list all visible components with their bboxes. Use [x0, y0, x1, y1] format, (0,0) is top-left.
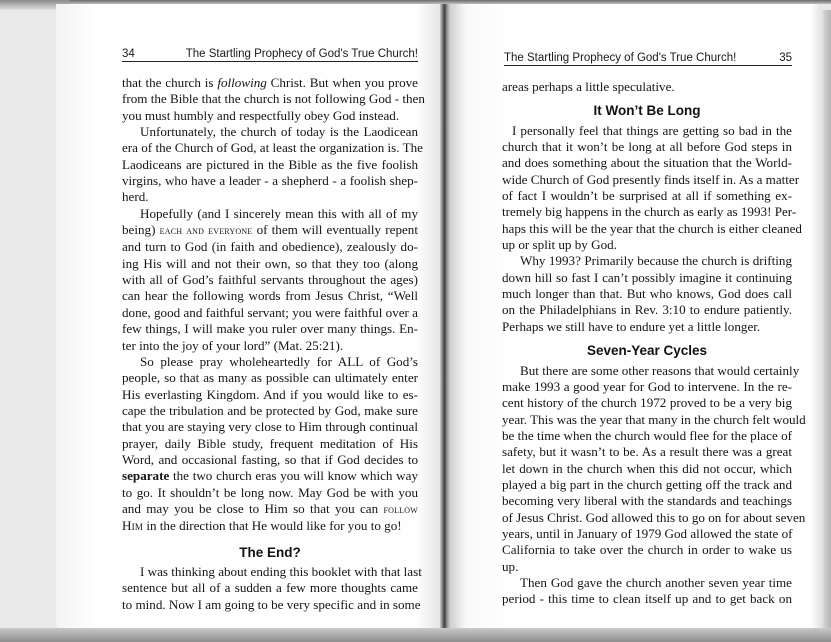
text-line: year. This was the year that many in the church felt would: [502, 411, 806, 427]
text-line: tremely big happens in the church as early as 1993! Per-: [502, 204, 797, 220]
text-line: to go. It shouldn’t be long now. May God be with you: [122, 484, 418, 500]
small-caps-text: each and everyone: [159, 224, 253, 238]
text-line: can hear the following words from Jesus Christ, “Well: [122, 288, 418, 304]
right-page: [446, 4, 821, 628]
text-line: sentence but all of a sudden a few more thoughts came: [122, 580, 418, 596]
text-line: California to take over the church in order to wake us: [502, 542, 792, 558]
text-line: Laodiceans are pictured in the Bible as the five foolish: [122, 156, 418, 172]
text-line: becoming very liberal with the standards and teachings: [502, 493, 792, 509]
bold-text: separate: [122, 468, 170, 484]
scan-right-edge: [821, 10, 831, 628]
text-line: that you are staying very close to Him through continual: [122, 419, 418, 435]
text-line: down hill so fast I can’t possibly imagine it continuing: [502, 269, 792, 285]
text-line: ter into the joy of your lord” (Mat. 25:21).: [122, 337, 344, 353]
section-heading: The End?: [239, 544, 301, 560]
scan-bottom-edge: [0, 628, 831, 642]
text-line: few things, I will make you ruler over many things. En-: [122, 321, 418, 337]
text-line: virgins, who have a leader - a shepherd - a foolish shep-: [122, 173, 418, 189]
text-line: Word, and occasional fasting, so that if God decides to: [122, 451, 418, 467]
paragraph: [122, 75, 425, 124]
text-line: wide Church of God presently finds itself in. As a matter: [502, 171, 800, 187]
text-line: Unfortunately, the church of today is the Laodicean: [140, 124, 418, 140]
text-run: of them will eventually repent: [252, 222, 418, 238]
text-line: much longer than that. But who knows, God does call: [502, 286, 792, 302]
text-line: church that it won’t be long at all before God steps in: [502, 139, 792, 155]
text-line: [122, 518, 418, 534]
text-run: Christ. But when you prove: [266, 75, 418, 90]
right-page-body: [502, 79, 806, 608]
text-line: His everlasting Kingdom. And if you would like to es-: [122, 386, 418, 402]
text-line: up or split up by God.: [502, 237, 617, 253]
text-line: up.: [502, 558, 519, 574]
right-running-head: [504, 52, 792, 66]
text-line: Why 1993? Primarily because the church is drifting: [520, 253, 792, 269]
text-line: areas perhaps a little speculative.: [502, 79, 675, 94]
text-line: and does something about the situation that the World-: [502, 155, 792, 171]
text-line: I personally feel that things are getting so bad in the: [512, 122, 792, 138]
text-line: let down in the church when this did not occur, which: [502, 460, 792, 476]
small-caps-text: follow: [383, 502, 418, 516]
text-line: ing His will and not their own, so that they too (along: [122, 255, 418, 271]
paragraph: [502, 253, 792, 335]
text-line: be the time when the church would flee for the place of: [502, 427, 792, 443]
paragraph: [502, 575, 792, 608]
text-line: and turn to God (in faith and obedience), zealously do-: [122, 239, 418, 255]
text-line: played a big part in the church getting off the track and: [502, 476, 792, 492]
text-line: Perhaps we still have to endure yet a little longer.: [502, 318, 761, 334]
right-running-title: The Startling Prophecy of God's True Church!: [504, 52, 737, 64]
text-line: [122, 75, 418, 91]
text-line: haps this will be the year that the church is either cleaned: [502, 220, 802, 236]
paragraph: [122, 354, 418, 535]
text-line: of fact I wouldn’t be surprised at all if something ex-: [502, 188, 792, 204]
text-line: to mind. Now I am going to be very specific and in some: [122, 596, 421, 612]
text-line: [122, 222, 418, 239]
text-line: with all of God’s faithful servants throughout the ages): [122, 272, 418, 288]
text-line: years, until in January of 1979 God allowed the state of: [502, 525, 793, 541]
text-run: being): [122, 222, 160, 238]
paragraph: [122, 563, 422, 613]
text-line: [122, 468, 418, 484]
text-line: from the Bible that the church is not following God - then: [122, 91, 425, 107]
text-line: Hopefully (and I sincerely mean this with all of my: [140, 205, 418, 221]
text-line: era of the Church of God, at least the organization is. The: [122, 140, 423, 156]
text-line: cent history of the church 1972 proved to be a very big: [502, 395, 792, 411]
section-heading: Seven-Year Cycles: [586, 343, 708, 359]
left-page: [56, 4, 442, 628]
small-caps-text: Him: [122, 518, 144, 534]
text-line: on the Philadelphians in Rev. 3:10 to endure patiently.: [502, 302, 792, 318]
text-line: people, so that as many as possible can ultimately enter: [122, 370, 418, 386]
text-line: prayer, daily Bible study, frequent meditation of His: [122, 435, 418, 451]
text-line: period - this time to clean itself up and to get back on: [502, 591, 792, 607]
left-page-body: [122, 75, 425, 613]
text-line: done, good and faithful servant; you were faithful over a: [122, 304, 418, 320]
paragraph: [502, 79, 792, 95]
text-run: that the church is: [122, 75, 218, 90]
paragraph: [122, 124, 423, 206]
left-running-head: [122, 48, 418, 62]
text-run: and may you be close to Him so that you can: [122, 500, 384, 516]
right-page-number: 35: [779, 52, 792, 64]
text-line: But there are some other reasons that would certainly: [520, 362, 800, 378]
paragraph: [502, 362, 806, 575]
paragraph: [502, 122, 802, 254]
text-run: the two church eras you will know which way: [169, 468, 418, 484]
text-line: I was thinking about ending this booklet with that last: [140, 563, 422, 579]
text-line: you must humbly and respectfully obey God instead.: [122, 107, 400, 123]
text-line: of Jesus Christ. God allowed this to go on for about seven: [502, 509, 806, 525]
text-line: So please pray wholeheartedly for ALL of God’s: [140, 353, 418, 369]
text-line: Then God gave the church another seven year time: [520, 574, 792, 590]
left-running-title: The Startling Prophecy of God's True Church!: [185, 48, 418, 60]
italic-text: following: [217, 75, 267, 90]
text-line: [122, 501, 418, 518]
text-line: cape the tribulation and be protected by God, make sure: [122, 402, 418, 418]
text-line: safety, but it wasn’t to be. As a result there was a great: [502, 444, 792, 460]
paragraph: [122, 206, 418, 354]
section-heading: It Won’t Be Long: [593, 103, 701, 119]
left-page-number: 34: [122, 48, 135, 60]
text-run: in the direction that He would like for you to go!: [143, 518, 402, 534]
text-line: herd.: [122, 189, 149, 205]
text-line: make 1993 a good year for God to intervene. In the re-: [502, 378, 792, 394]
